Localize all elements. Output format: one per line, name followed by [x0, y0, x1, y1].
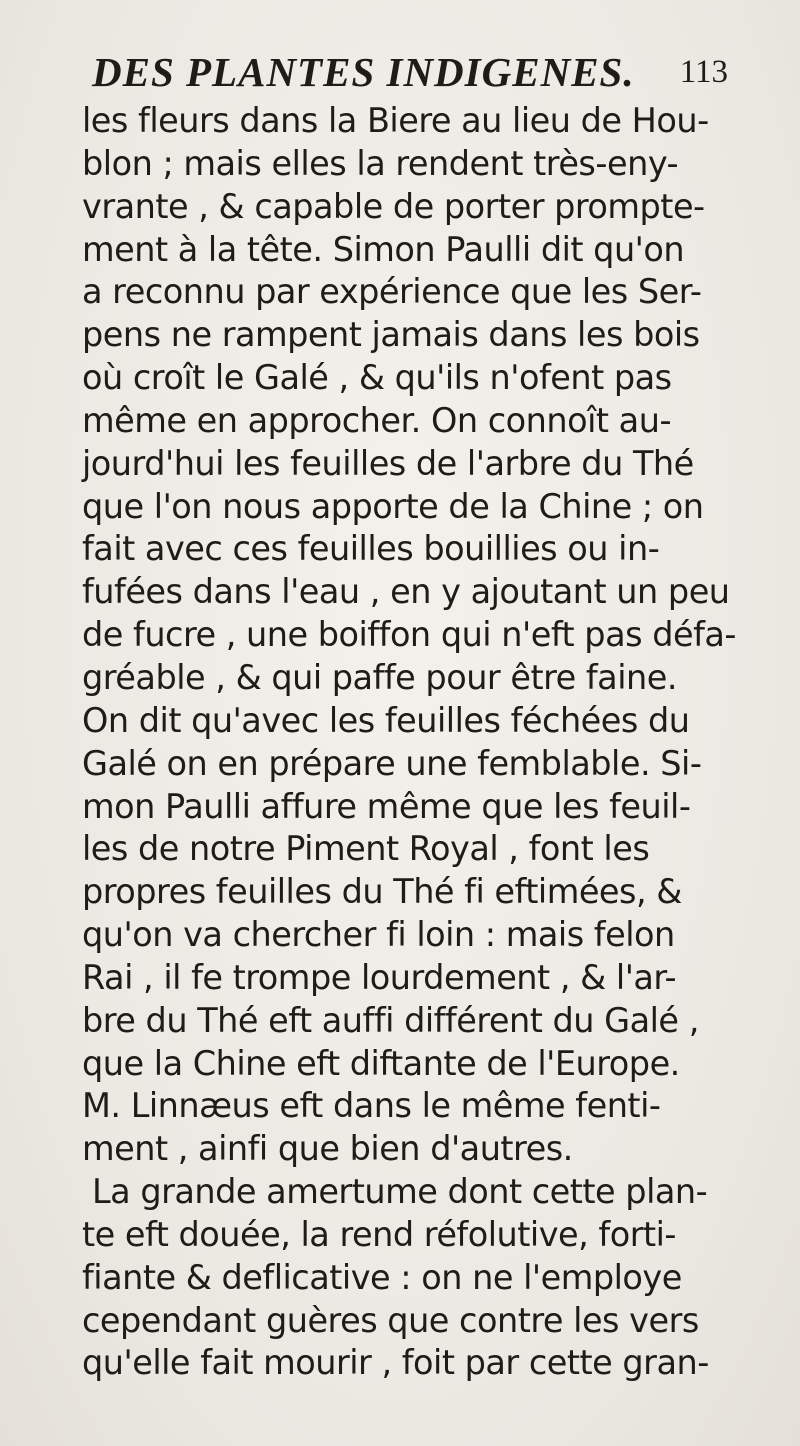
text-line: ment à la tête. Simon Paulli dit qu'on [82, 229, 685, 269]
text-line: où croît le Galé , & qu'ils n'ofent pas [82, 358, 672, 398]
text-line: propres feuilles du Thé fi eftimées, & [82, 872, 682, 912]
text-line: gréable , & qui paffe pour être faine. [82, 657, 678, 697]
text-line: de fucre , une boiffon qui n'eft pas défa- [82, 615, 736, 655]
text-line: pens ne rampent jamais dans les bois [82, 315, 700, 355]
text-line: qu'elle fait mourir , foit par cette gran- [82, 1343, 709, 1383]
text-line: cependant guères que contre les vers [82, 1300, 699, 1340]
text-line: qu'on va chercher fi loin : mais felon [82, 915, 675, 955]
text-line: fufées dans l'eau , en y ajoutant un peu [82, 572, 730, 612]
text-line: fait avec ces feuilles bouillies ou in- [82, 529, 660, 569]
text-line: fiante & deflicative : on ne l'employe [82, 1257, 682, 1297]
text-line: vrante , & capable de porter prompte- [82, 186, 705, 226]
running-head: DES PLANTES INDIGENES. [92, 49, 635, 95]
text-line: bre du Thé eft auffi différent du Galé , [82, 1000, 699, 1040]
text-line: te eft douée, la rend réfolutive, forti- [82, 1214, 677, 1254]
text-line: les de notre Piment Royal , font les [82, 829, 650, 869]
page-number: 113 [679, 54, 728, 90]
text-line: les fleurs dans la Biere au lieu de Hou- [82, 101, 709, 140]
text-line: a reconnu par expérience que les Ser- [82, 272, 702, 312]
page-header [80, 42, 728, 102]
text-line: que l'on nous apporte de la Chine ; on [82, 486, 704, 526]
text-line: blon ; mais elles la rendent très-eny- [82, 143, 679, 183]
body-text [82, 100, 742, 1385]
text-line: M. Linnæus eft dans le même fenti- [82, 1086, 661, 1126]
text-line: On dit qu'avec les feuilles féchées du [82, 700, 690, 740]
paragraph-first-line: La grande amertume dont cette plan- [92, 1172, 708, 1212]
text-line: que la Chine eft diftante de l'Europe. [82, 1043, 680, 1083]
text-line: Galé on en prépare une femblable. Si- [82, 743, 702, 783]
text-line: même en approcher. On connoît au- [82, 400, 672, 440]
text-line: mon Paulli affure même que les feuil- [82, 786, 691, 826]
text-line: ment , ainfi que bien d'autres. [82, 1129, 573, 1169]
text-line: Rai , il fe trompe lourdement , & l'ar- [82, 957, 677, 997]
text-line: jourd'hui les feuilles de l'arbre du Thé [82, 443, 694, 483]
